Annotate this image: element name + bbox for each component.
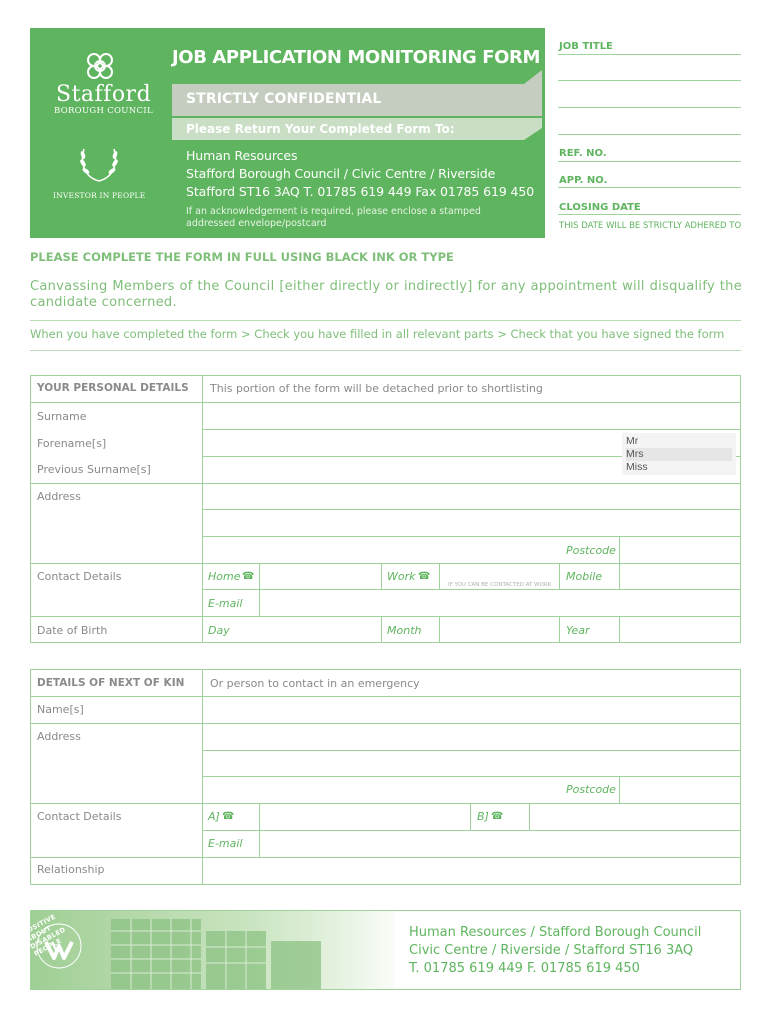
kin-postcode-input[interactable] <box>620 777 740 803</box>
relationship-label: Relationship <box>37 863 105 876</box>
postcode-input[interactable] <box>620 537 740 563</box>
positive-about-disabled-badge: POSITIVE ABOUT DISABLED PEOPLE <box>21 912 68 958</box>
home-phone-label: Home <box>208 570 241 583</box>
column-divider <box>381 616 382 643</box>
previous-surname-input[interactable] <box>203 457 618 483</box>
checklist-instruction: When you have completed the form > Check you have filled in all relevant parts > Check that you have signed the form <box>30 327 725 341</box>
address-input-line-2[interactable] <box>203 510 740 536</box>
email-input[interactable] <box>260 590 740 616</box>
surname-input[interactable] <box>203 403 740 429</box>
kin-postcode-label: Postcode <box>566 783 616 796</box>
address-input-line-1[interactable] <box>203 484 740 509</box>
email-label: E-mail <box>208 597 243 610</box>
job-title-label: JOB TITLE <box>559 41 613 52</box>
kin-address-label: Address <box>37 730 81 743</box>
job-title-line-2[interactable] <box>558 80 741 81</box>
next-of-kin-heading: DETAILS OF NEXT OF KIN <box>37 677 185 689</box>
mobile-input[interactable] <box>620 564 740 589</box>
divider <box>30 320 741 321</box>
return-address-line-2: Stafford Borough Council / Civic Centre / Riverside <box>186 166 496 181</box>
closing-date-note: THIS DATE WILL BE STRICTLY ADHERED TO <box>559 221 742 231</box>
work-contact-note: IF YOU CAN BE CONTACTED AT WORK <box>448 582 552 588</box>
postcode-label: Postcode <box>566 544 616 557</box>
job-title-line-1[interactable] <box>558 54 741 55</box>
title-option-miss[interactable]: Miss <box>626 461 648 473</box>
divider <box>30 350 741 351</box>
personal-details-heading: YOUR PERSONAL DETAILS <box>37 382 189 394</box>
closing-date-label: CLOSING DATE <box>559 202 641 213</box>
confidential-label: STRICTLY CONFIDENTIAL <box>186 91 382 107</box>
home-phone-input[interactable] <box>260 564 381 589</box>
column-divider <box>470 803 471 830</box>
stafford-knot-icon <box>84 50 116 82</box>
title-select[interactable] <box>622 433 736 475</box>
phone-icon: ☎ <box>491 811 504 822</box>
dob-day-label: Day <box>208 624 230 637</box>
kin-address-input-line-3[interactable] <box>203 777 558 803</box>
work-phone-label: Work <box>387 570 416 583</box>
forename-input[interactable] <box>203 430 618 456</box>
return-address-line-3: Stafford ST16 3AQ T. 01785 619 449 Fax 01785 619 450 <box>186 184 535 199</box>
ref-no-field[interactable] <box>558 161 741 162</box>
phone-icon: ☎ <box>222 811 235 822</box>
ref-no-label: REF. NO. <box>559 148 607 159</box>
kin-names-label: Name[s] <box>37 703 84 716</box>
kin-email-input[interactable] <box>260 831 740 857</box>
footer-address-line-2: Civic Centre / Riverside / Stafford ST16 3AQ <box>409 943 694 958</box>
kin-address-input-line-2[interactable] <box>203 751 740 776</box>
footer-address-line-1: Human Resources / Stafford Borough Council <box>409 925 702 940</box>
job-title-line-4[interactable] <box>558 134 741 135</box>
phone-icon: ☎ <box>418 571 431 582</box>
complete-instruction: PLEASE COMPLETE THE FORM IN FULL USING BLACK INK OR TYPE <box>30 250 454 264</box>
laurel-wreath-icon <box>76 143 122 185</box>
kin-contact-label: Contact Details <box>37 810 122 823</box>
org-subtitle: BOROUGH COUNCIL <box>54 106 153 116</box>
kin-phone-a-label: A] <box>208 810 220 823</box>
acknowledgement-note: If an acknowledgement is required, please enclose a stamped addressed envelope/postcard <box>186 206 481 229</box>
address-input-line-3[interactable] <box>203 537 558 563</box>
emergency-note: Or person to contact in an emergency <box>210 677 420 690</box>
return-address-line-1: Human Resources <box>186 148 298 163</box>
dob-year-label: Year <box>566 624 590 637</box>
app-no-field[interactable] <box>558 187 741 188</box>
phone-icon: ☎ <box>242 571 255 582</box>
contact-details-label: Contact Details <box>37 570 122 583</box>
column-divider <box>559 563 560 590</box>
kin-phone-b-label: B] <box>477 810 489 823</box>
app-no-label: APP. NO. <box>559 175 608 186</box>
previous-surname-label: Previous Surname[s] <box>37 463 151 476</box>
dob-month-input[interactable] <box>440 617 559 642</box>
dob-day-input[interactable] <box>260 617 381 642</box>
kin-address-input-line-1[interactable] <box>203 724 740 750</box>
form-title: JOB APPLICATION MONITORING FORM <box>172 47 541 68</box>
column-divider <box>559 616 560 643</box>
kin-email-label: E-mail <box>208 837 243 850</box>
surname-label: Surname <box>37 410 87 423</box>
canvassing-warning: Canvassing Members of the Council [either directly or indirectly] for any appointment will disqualify the candidate concerned. <box>30 279 742 310</box>
dob-year-input[interactable] <box>620 617 740 642</box>
kin-phone-b-input[interactable] <box>530 804 740 830</box>
dob-month-label: Month <box>387 624 422 637</box>
column-divider <box>381 563 382 590</box>
title-option-mr[interactable]: Mr <box>626 435 639 447</box>
detach-note: This portion of the form will be detached prior to shortlisting <box>210 382 543 395</box>
job-title-line-3[interactable] <box>558 107 741 108</box>
title-option-mrs[interactable]: Mrs <box>626 448 732 461</box>
relationship-input[interactable] <box>203 858 740 884</box>
forename-label: Forename[s] <box>37 437 107 450</box>
mobile-label: Mobile <box>566 570 603 583</box>
return-heading: Please Return Your Completed Form To: <box>186 122 455 136</box>
investor-in-people-label: INVESTOR IN PEOPLE <box>53 191 146 200</box>
date-of-birth-label: Date of Birth <box>37 624 108 637</box>
closing-date-field[interactable] <box>558 214 741 215</box>
footer-address-line-3: T. 01785 619 449 F. 01785 619 450 <box>409 961 640 976</box>
kin-phone-a-input[interactable] <box>260 804 470 830</box>
address-label: Address <box>37 490 81 503</box>
org-name: Stafford <box>56 82 152 107</box>
kin-names-input[interactable] <box>203 697 740 723</box>
